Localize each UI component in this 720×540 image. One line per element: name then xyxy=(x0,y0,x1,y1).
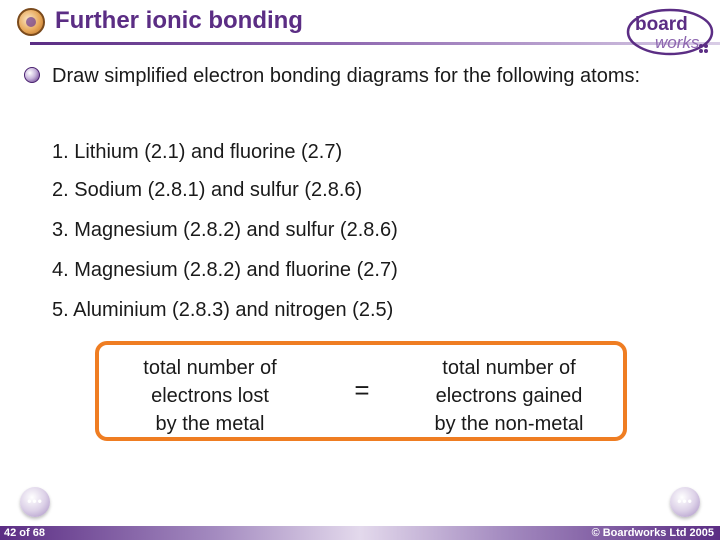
copyright-text: © Boardworks Ltd 2005 xyxy=(591,527,714,539)
page-title: Further ionic bonding xyxy=(55,7,303,34)
equation-line: electrons lost xyxy=(151,385,269,407)
header xyxy=(0,0,720,50)
previous-dots-icon: ••• xyxy=(27,494,43,508)
list-item: 5. Aluminium (2.8.3) and nitrogen (2.5) xyxy=(52,299,394,321)
electrons-lost-text xyxy=(110,354,310,438)
instruction-text: Draw simplified electron bonding diagrams for the following atoms: xyxy=(52,65,641,87)
equation-line: total number of xyxy=(442,357,576,379)
header-divider xyxy=(30,42,720,45)
logo-text-bottom: works xyxy=(655,33,700,52)
equals-sign: = xyxy=(354,375,370,405)
bullet-icon xyxy=(24,67,40,83)
previous-button[interactable] xyxy=(20,487,50,517)
boardworks-logo xyxy=(625,6,715,60)
equation-line: electrons gained xyxy=(435,385,583,407)
electrons-gained-text xyxy=(402,354,616,438)
list-item: 1. Lithium (2.1) and fluorine (2.7) xyxy=(52,141,343,163)
list-item: 3. Magnesium (2.8.2) and sulfur (2.8.6) xyxy=(52,219,398,241)
page-counter: 42 of 68 xyxy=(4,527,45,539)
equation-line: by the metal xyxy=(155,413,265,435)
next-button[interactable] xyxy=(670,487,700,517)
logo-text-top: board xyxy=(635,14,688,35)
equation-line: by the non-metal xyxy=(434,413,584,435)
atom-icon xyxy=(17,8,45,36)
next-dots-icon: ••• xyxy=(677,494,693,508)
list-item: 2. Sodium (2.8.1) and sulfur (2.8.6) xyxy=(52,179,363,201)
equation-line: total number of xyxy=(143,357,277,379)
list-item: 4. Magnesium (2.8.2) and fluorine (2.7) xyxy=(52,259,398,281)
